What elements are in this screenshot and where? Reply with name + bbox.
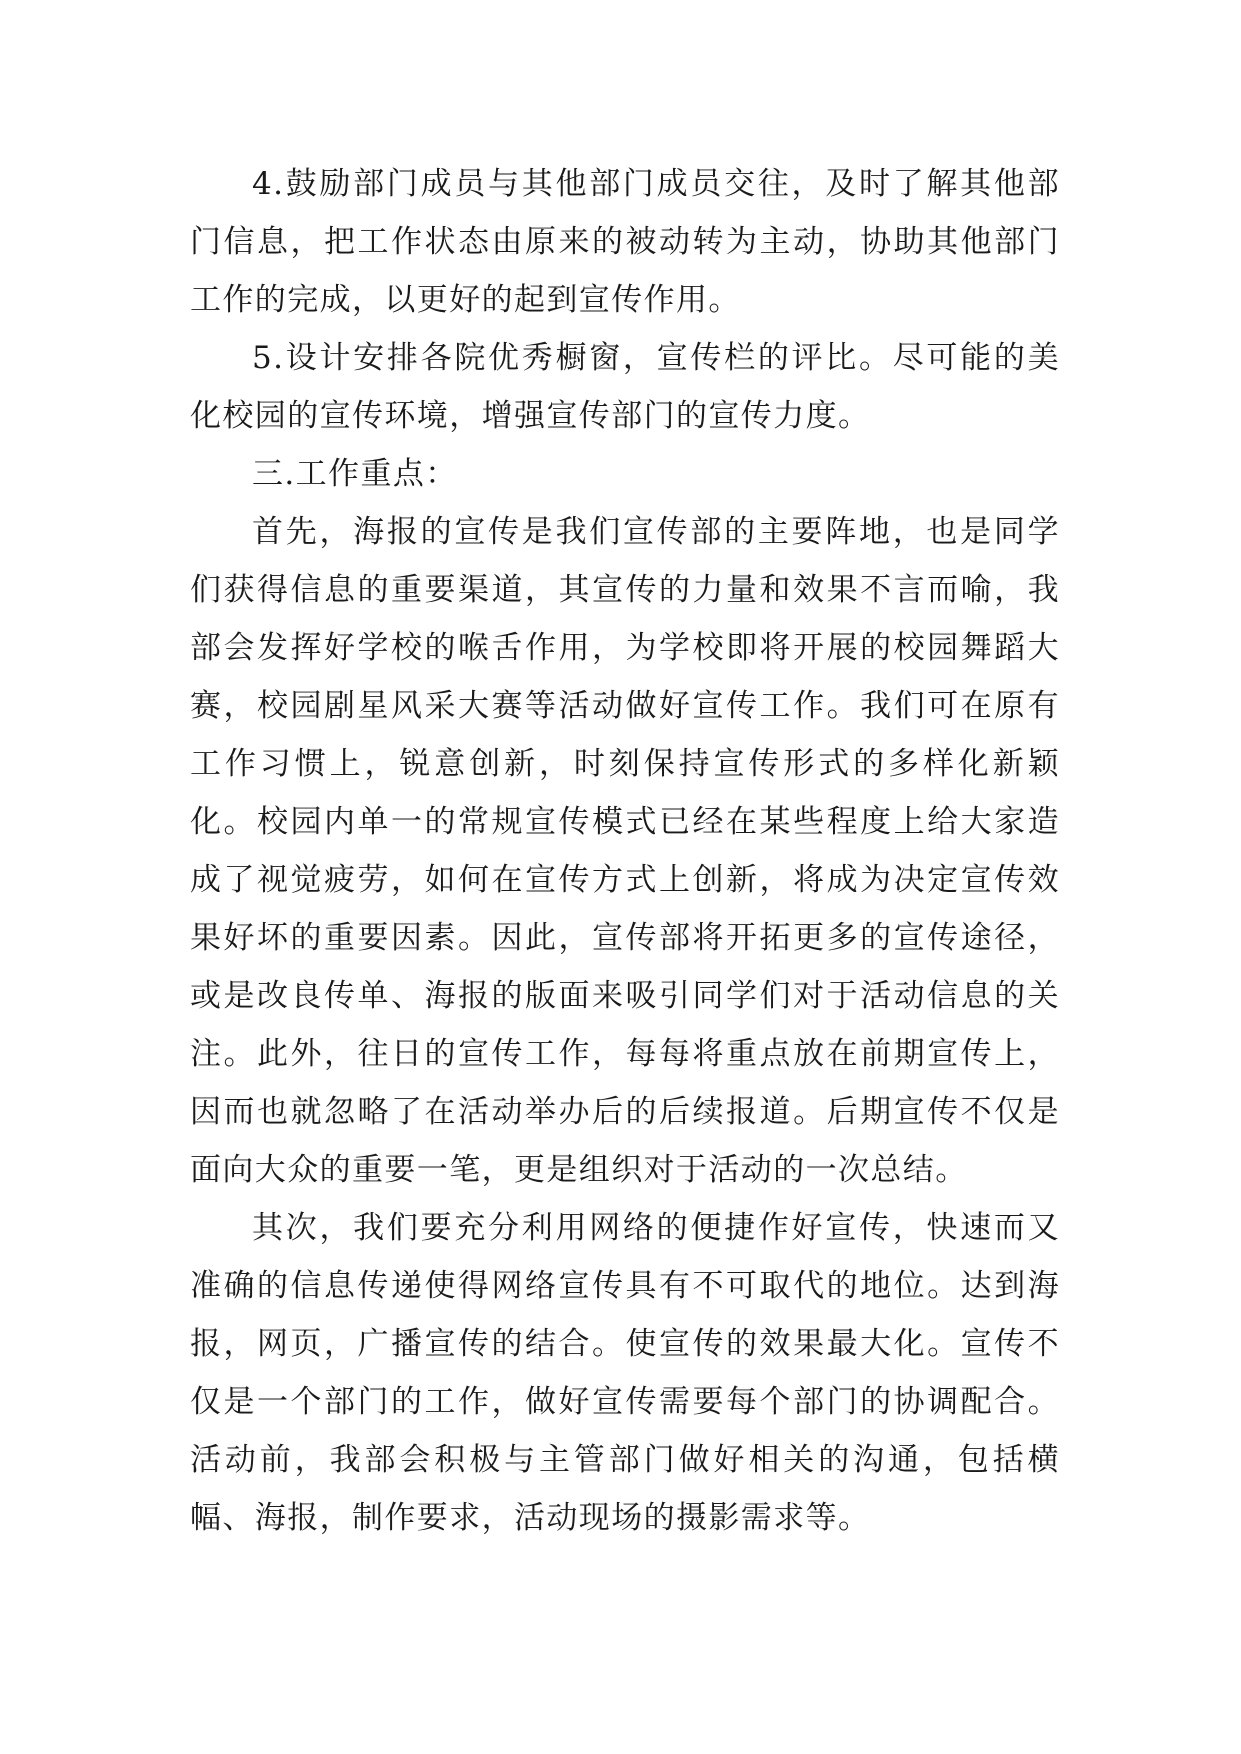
paragraph-item-5: 5.设计安排各院优秀橱窗，宣传栏的评比。尽可能的美化校园的宣传环境，增强宣传部门的宣传力度。 xyxy=(190,340,1060,434)
paragraph-second: 其次，我们要充分利用网络的便捷作好宣传，快速而又准确的信息传递使得网络宣传具有不可取代的地位。达到海报，网页，广播宣传的结合。使宣传的效果最大化。宣传不仅是一个部门的工作，做好宣传需要每个部门的协调配合。活动前，我部会积极与主管部门做好相关的沟通，包括横幅、海报，制作要求，活动现场的摄影需求等。 xyxy=(190,1210,1060,1536)
document-body xyxy=(190,155,1060,1547)
paragraph-item-4: 4.鼓励部门成员与其他部门成员交往，及时了解其他部门信息，把工作状态由原来的被动转为主动，协助其他部门工作的完成，以更好的起到宣传作用。 xyxy=(190,166,1060,318)
paragraph-first: 首先，海报的宣传是我们宣传部的主要阵地，也是同学们获得信息的重要渠道，其宣传的力量和效果不言而喻，我部会发挥好学校的喉舌作用，为学校即将开展的校园舞蹈大赛，校园剧星风采大赛等活动做好宣传工作。我们可在原有工作习惯上，锐意创新，时刻保持宣传形式的多样化新颖化。校园内单一的常规宣传模式已经在某些程度上给大家造成了视觉疲劳，如何在宣传方式上创新，将成为决定宣传效果好坏的重要因素。因此，宣传部将开拓更多的宣传途径，或是改良传单、海报的版面来吸引同学们对于活动信息的关注。此外，往日的宣传工作，每每将重点放在前期宣传上，因而也就忽略了在活动举办后的后续报道。后期宣传不仅是面向大众的重要一笔，更是组织对于活动的一次总结。 xyxy=(190,514,1060,1188)
section-heading-work-focus: 三.工作重点： xyxy=(252,456,458,492)
